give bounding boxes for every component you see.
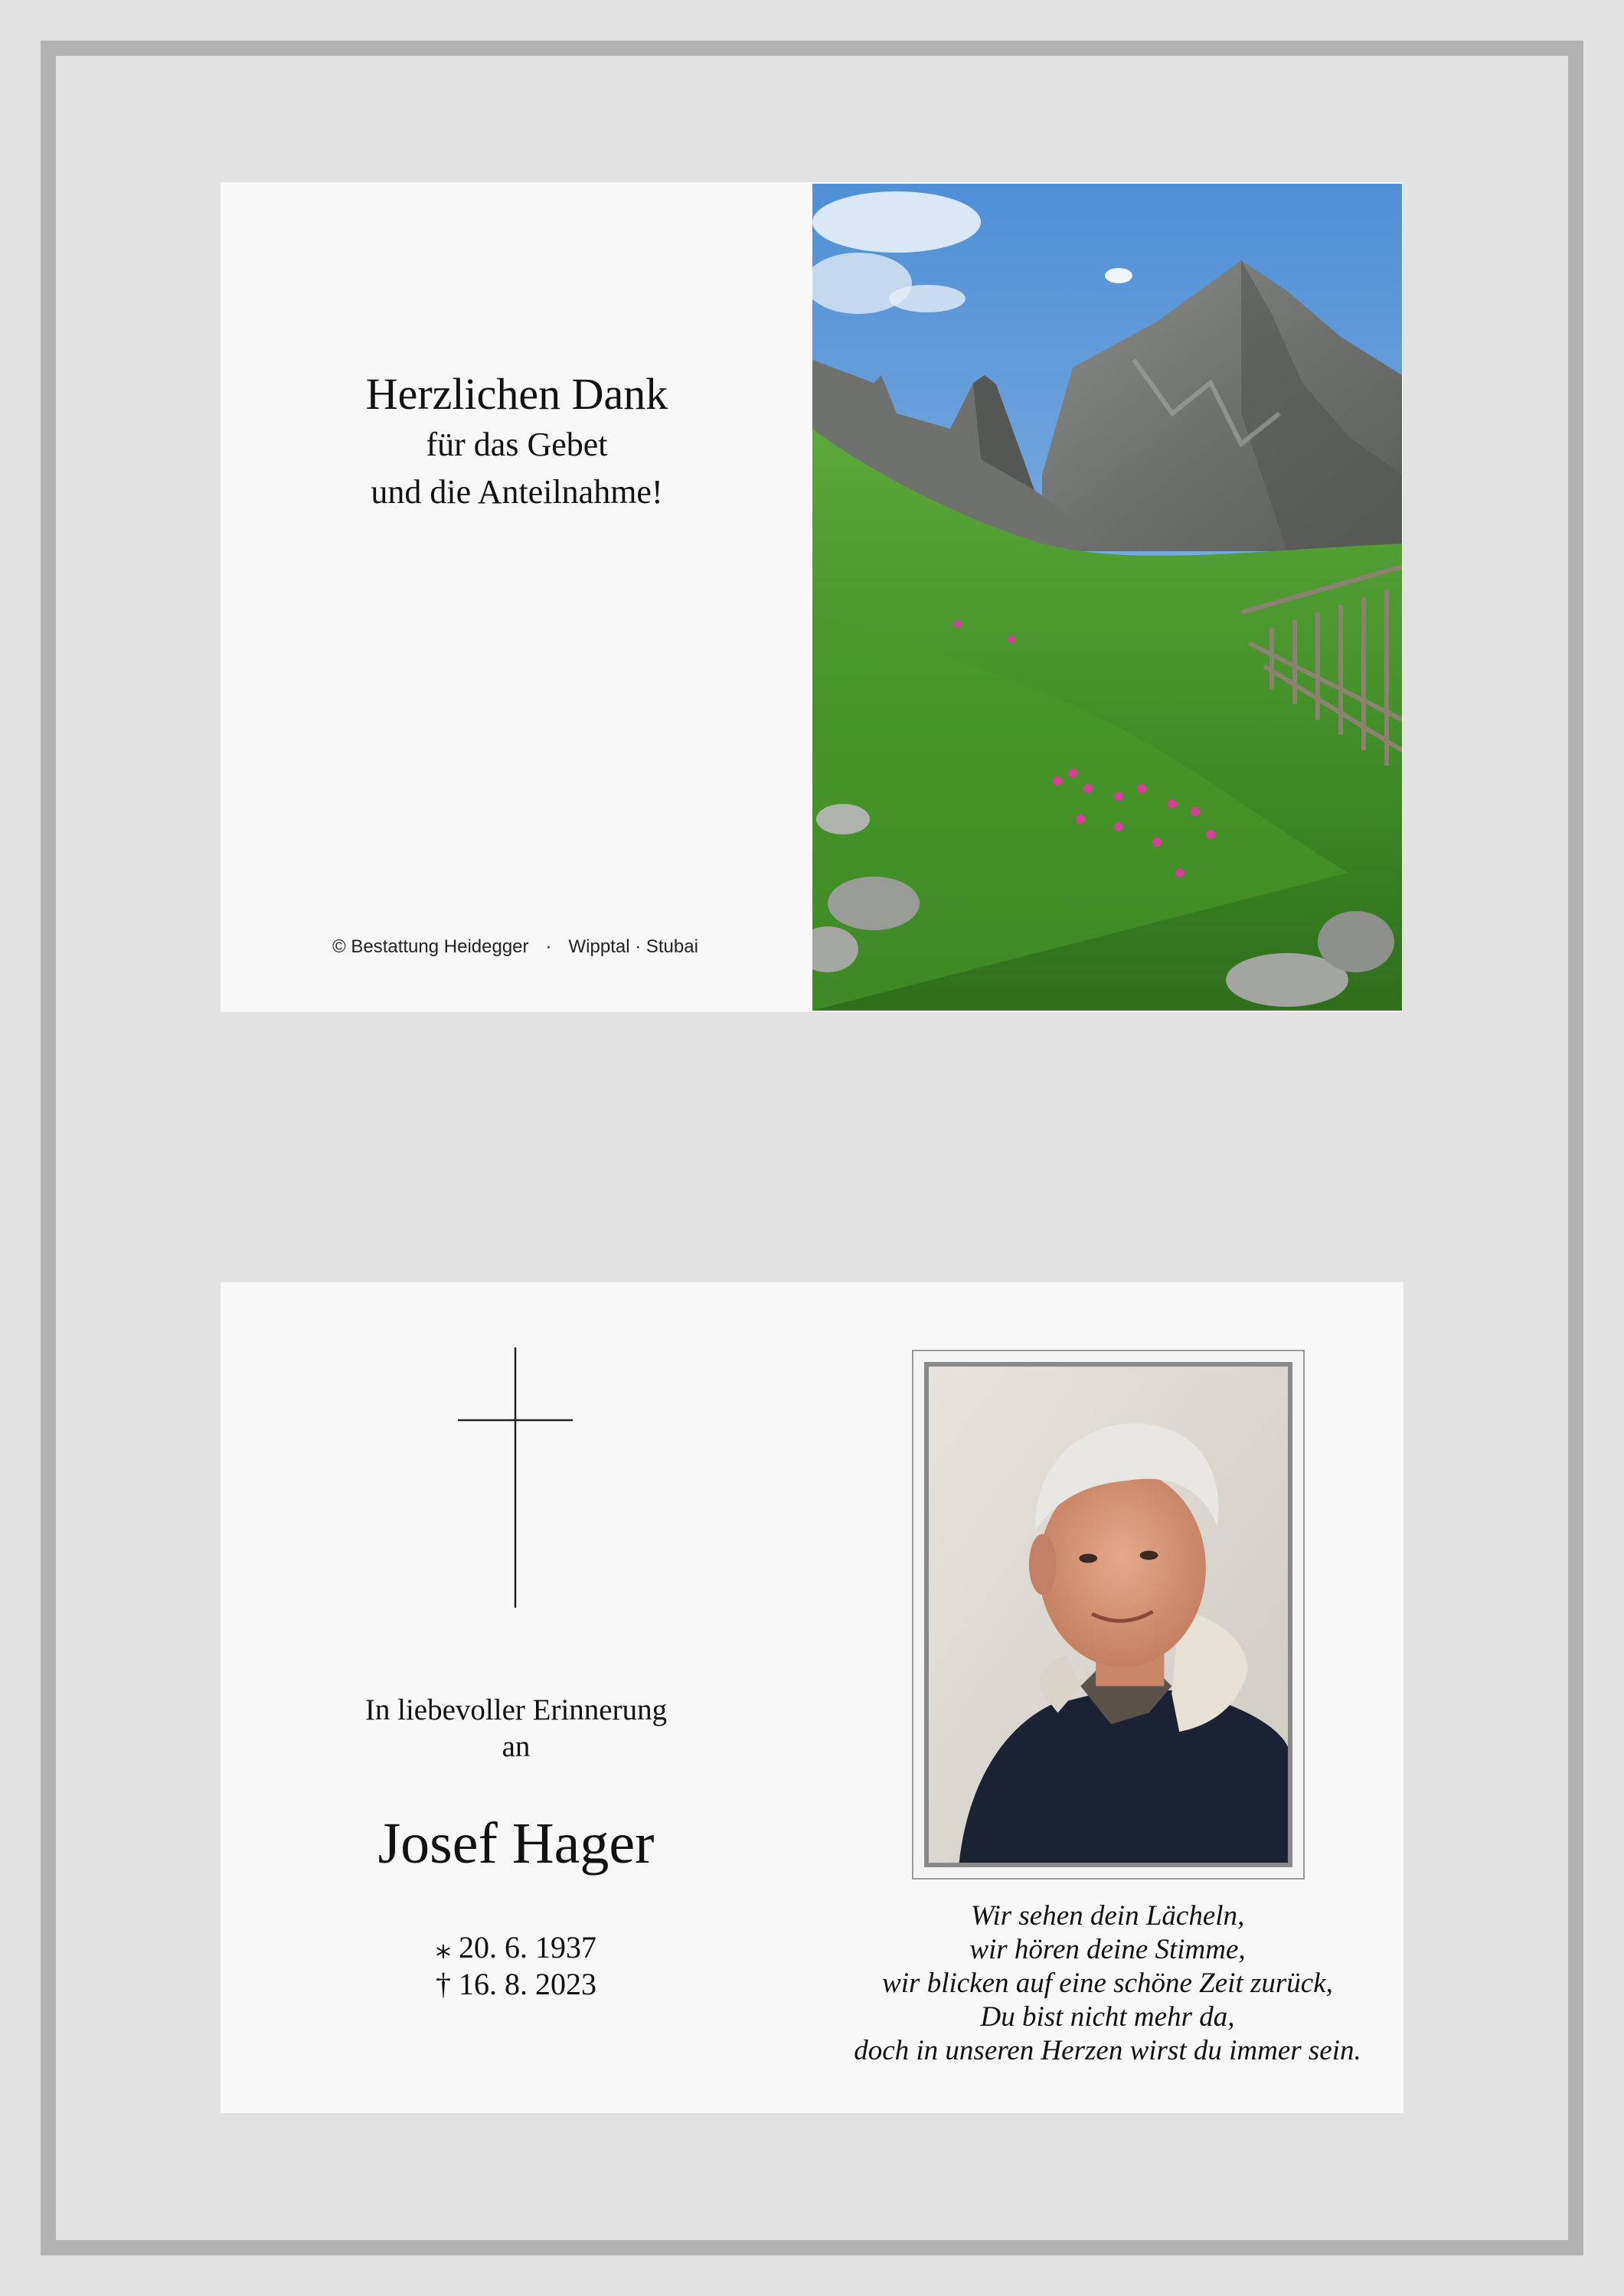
memorial-poem — [812, 1899, 1403, 2068]
deceased-name: Josef Hager — [377, 1811, 655, 1876]
thank-you-card — [221, 182, 1403, 1012]
portrait-frame — [912, 1350, 1305, 1880]
poem-line: Wir sehen dein Lächeln, — [970, 1900, 1245, 1932]
poem-line: wir blicken auf eine schöne Zeit zurück, — [882, 1968, 1333, 1999]
poem-line: wir hören deine Stimme, — [969, 1934, 1246, 1965]
death-date: † 16. 8. 2023 — [436, 1967, 596, 2001]
thanks-title: Herzlichen Dank — [365, 369, 668, 419]
thanks-line: und die Anteilnahme! — [371, 472, 663, 511]
memory-line: an — [502, 1730, 531, 1763]
cross-icon — [458, 1347, 573, 1608]
life-dates — [221, 1929, 812, 2003]
credit-region: Wipptal · Stubai — [568, 936, 698, 957]
poem-line: Du bist nicht mehr da, — [980, 2001, 1235, 2033]
thanks-line: für das Gebet — [426, 425, 608, 463]
thanks-block — [221, 367, 813, 516]
memory-line: In liebevoller Erinnerung — [364, 1693, 668, 1726]
funeral-home-credit — [332, 936, 698, 958]
poem-line: doch in unseren Herzen wirst du immer sein. — [854, 2035, 1361, 2066]
mountain-landscape-photo — [812, 184, 1402, 1011]
portrait-photo — [924, 1362, 1292, 1867]
memory-text — [221, 1692, 812, 1765]
credit-separator: · — [545, 936, 552, 957]
credit-company: © Bestattung Heidegger — [332, 936, 529, 957]
birth-date: ⁎ 20. 6. 1937 — [436, 1930, 596, 1965]
memorial-card — [221, 1282, 1403, 2113]
